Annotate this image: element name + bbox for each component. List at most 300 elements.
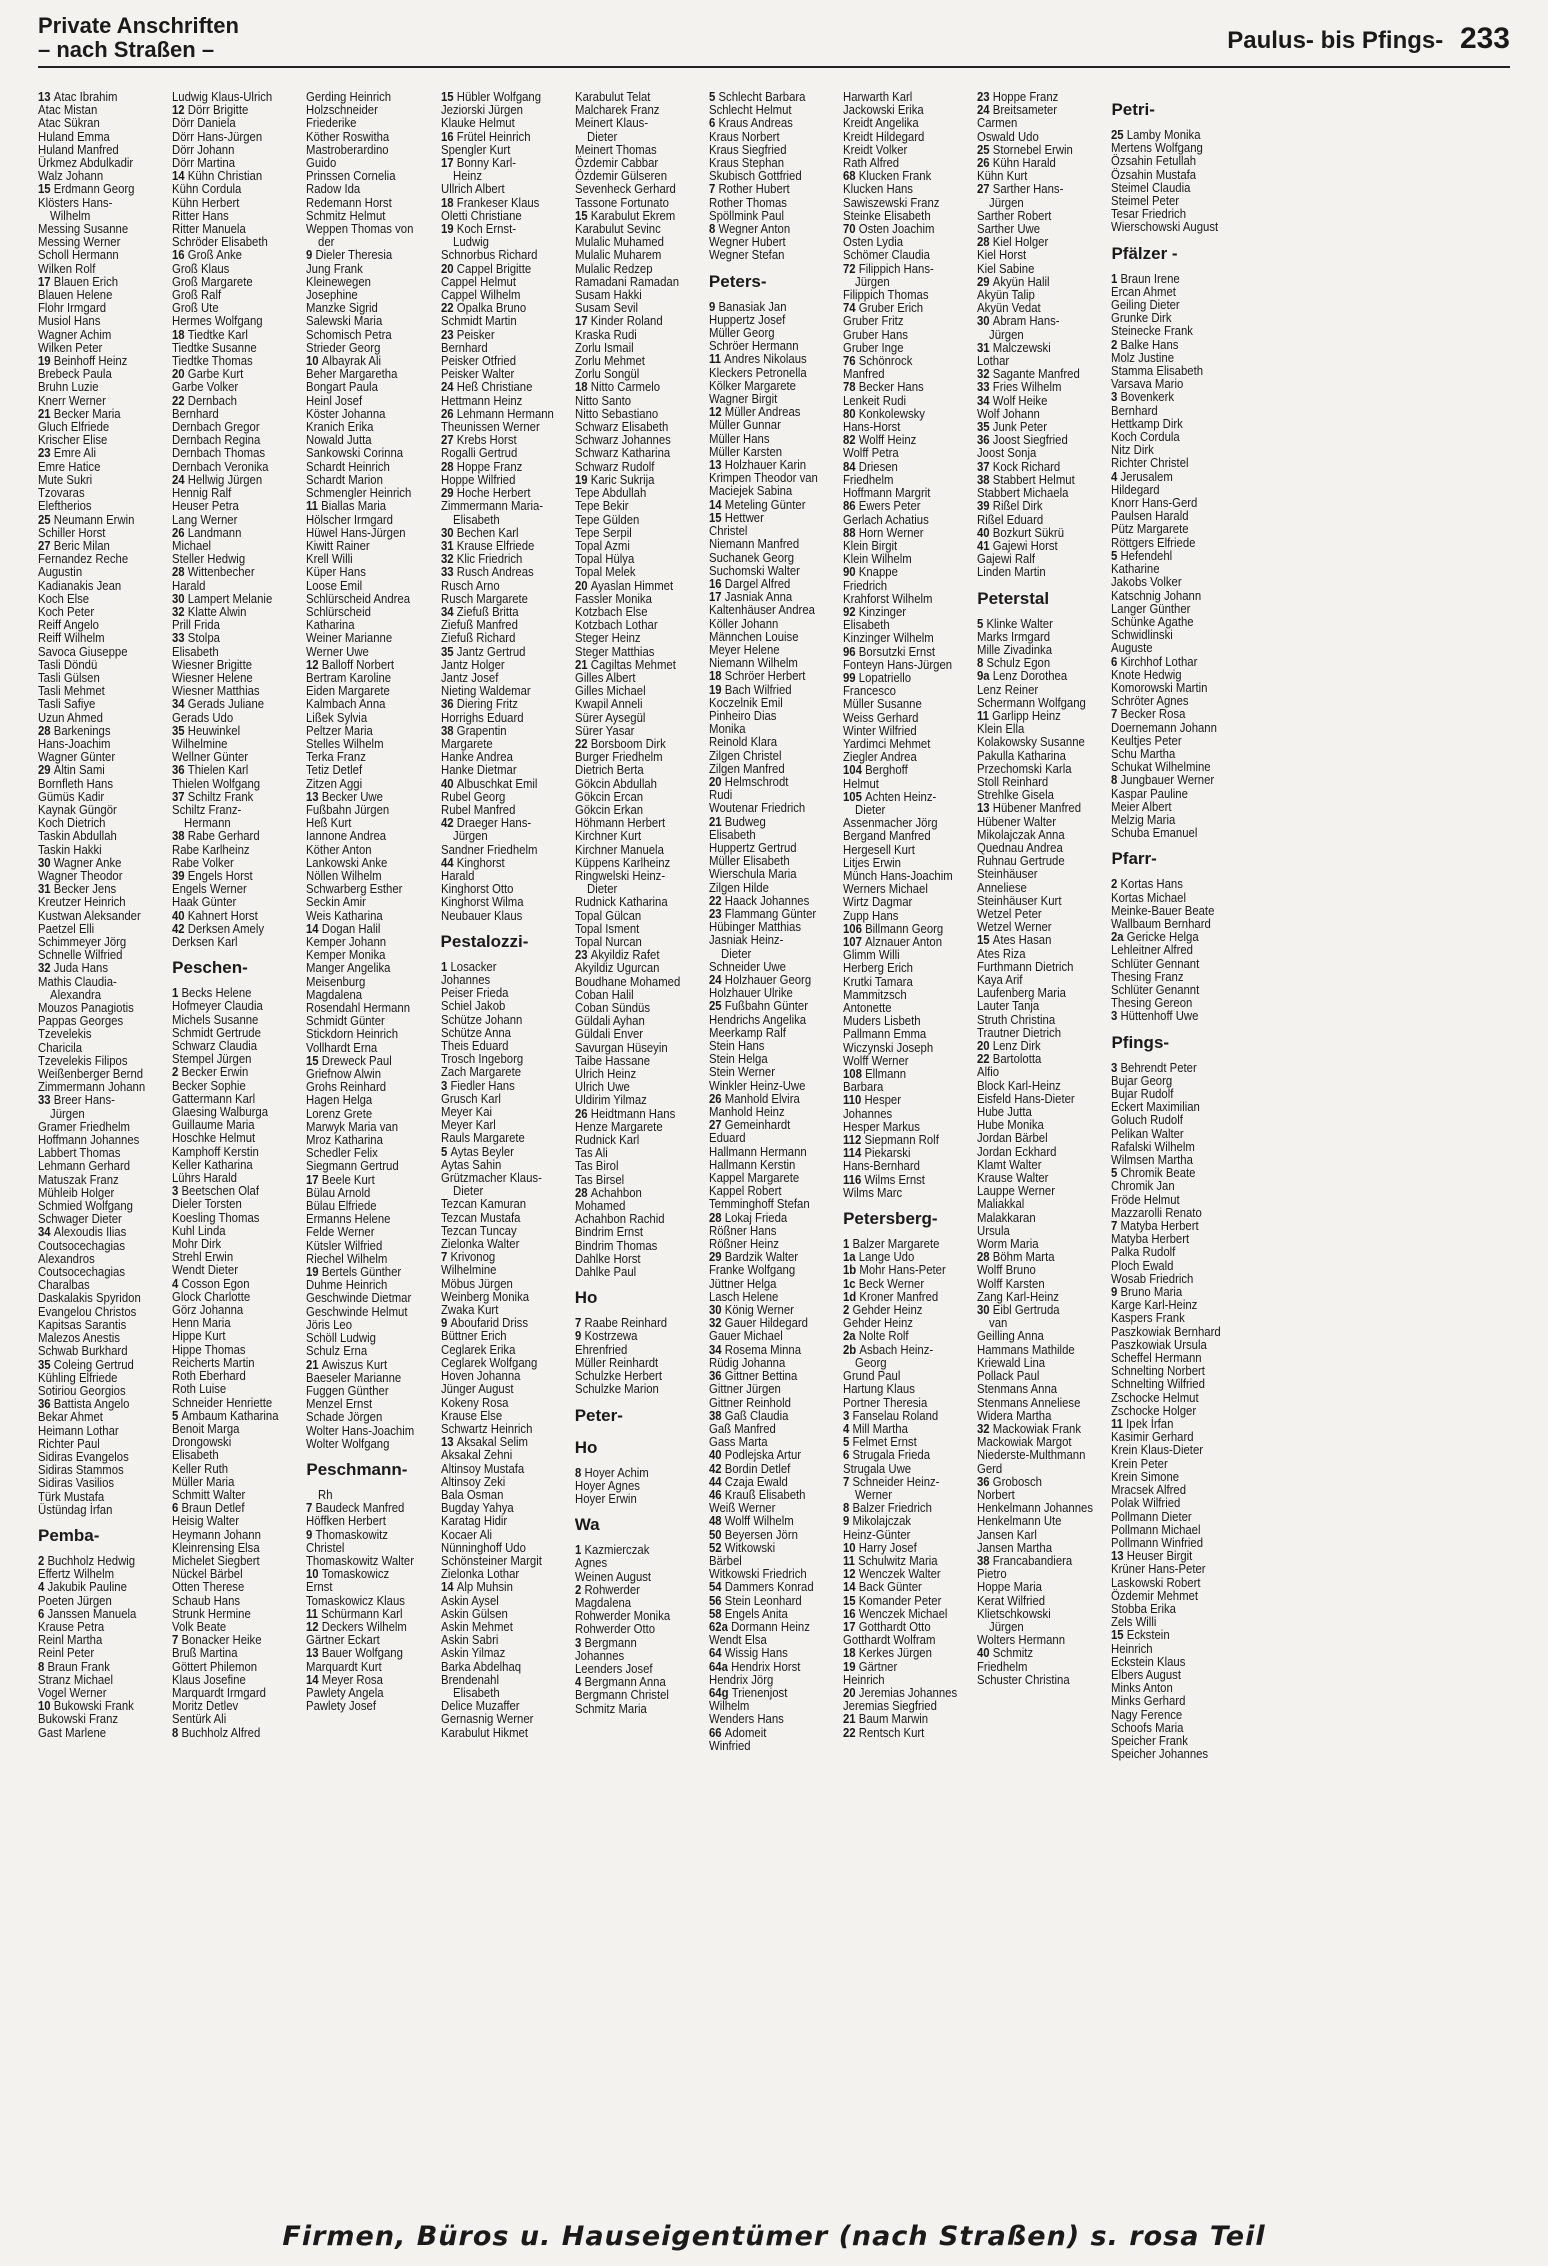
directory-entry: Kalmbach Anna [306, 696, 386, 712]
resident-name: Mohr Hans-Peter [859, 1262, 946, 1278]
directory-entry: Schönsteiner Margit [440, 1552, 542, 1568]
resident-name: Gerads Juliane [187, 696, 265, 712]
house-number: 107 [843, 934, 866, 949]
directory-entry: Nitto Santo [574, 392, 631, 408]
directory-entry: Bala Osman [440, 1486, 503, 1502]
house-number: 33 [440, 564, 457, 580]
house-number: 52 [708, 1539, 725, 1555]
house-number: 20 [172, 366, 188, 382]
directory-entry: Savoca Giuseppe [38, 643, 128, 659]
directory-entry: Hübener Walter [977, 813, 1057, 829]
directory-entry: Schwarberg Esther [306, 881, 403, 897]
directory-entry: Wegner Stefan [708, 247, 785, 263]
directory-entry: Kocaer Ali [440, 1526, 492, 1542]
directory-entry: Otten Therese [172, 1579, 245, 1595]
house-number: 34 [440, 603, 457, 619]
street-heading: Wa [574, 1515, 600, 1535]
house-number: 28 [977, 1249, 994, 1265]
directory-entry: Magdalena [306, 986, 363, 1002]
directory-entry: Sarther Robert [977, 207, 1052, 223]
resident-name: Schiltz Frank [187, 788, 254, 804]
directory-entry: Barbara [843, 1079, 884, 1095]
house-number: 104 [843, 762, 866, 778]
house-number: 11 [708, 351, 725, 367]
directory-entry: Schnelting Norbert [1111, 1363, 1206, 1379]
directory-entry: Kasimir Gerhard [1111, 1429, 1195, 1445]
house-number: 18 [574, 379, 591, 395]
house-number: 21 [708, 813, 725, 829]
resident-name: Bonny Karl- [456, 155, 516, 171]
directory-entry: Geschwinde Helmut [306, 1303, 408, 1319]
directory-entry: Gehder Heinz [843, 1315, 914, 1331]
directory-entry: Fonteyn Hans-Jürgen [843, 656, 953, 672]
directory-entry: Schulzke Marion [574, 1381, 659, 1397]
directory-entry: Wetzel Peter [977, 905, 1042, 921]
resident-name: Bozkurt Sükrü [993, 524, 1065, 540]
directory-entry: Köller Johann [708, 615, 779, 631]
resident-name: Mackowiak Frank [993, 1420, 1082, 1436]
directory-entry: Bärbel [708, 1552, 742, 1568]
directory-entry: Schröder Elisabeth [172, 234, 269, 250]
house-number: 17 [708, 589, 725, 605]
directory-entry: Koch Cordula [1111, 429, 1181, 445]
directory-entry: Wetzel Werner [977, 919, 1052, 935]
directory-entry: Zschocke Helmut [1111, 1389, 1200, 1405]
directory-entry: Dahlke Paul [574, 1264, 636, 1280]
directory-entry: Kühn Kurt [977, 168, 1028, 184]
resident-name: Neumann Erwin [53, 511, 135, 527]
resident-name: Groß Anke [187, 247, 243, 263]
directory-entry: Tepe Abdullah [574, 485, 646, 501]
directory-column [172, 90, 302, 2210]
directory-entry: Steger Heinz [574, 630, 641, 646]
resident-name: Dieler Theresia [315, 247, 393, 263]
directory-entry: Dörr Hans-Jürgen [172, 128, 263, 144]
directory-entry: Sandner Friedhelm [440, 841, 537, 857]
directory-entry: Derksen Karl [172, 934, 238, 949]
directory-entry: Mammitzsch [843, 986, 907, 1002]
directory-entry: Heinz [452, 168, 482, 184]
directory-entry: Komorowski Martin [1111, 679, 1208, 695]
house-number: 13 [977, 800, 994, 816]
resident-name: Berghoff [865, 762, 908, 778]
directory-entry: Nitto Sebastiano [574, 405, 658, 421]
resident-name: Baudeck Manfred [315, 1500, 405, 1516]
resident-name: Bergmann [584, 1634, 637, 1650]
directory-entry: Przechomski Karla [977, 760, 1072, 776]
directory-entry: Schnelle Wilfried [38, 947, 123, 963]
directory-entry: Schomisch Petra [306, 326, 393, 342]
directory-entry: Delice Muzaffer [440, 1698, 520, 1714]
directory-entry: Wilhelmine [440, 1262, 497, 1278]
directory-entry: Rudnick Karl [574, 1132, 640, 1148]
resident-name: Harry Josef [858, 1539, 917, 1555]
directory-entry: Niemann Wilhelm [708, 655, 798, 671]
house-number: 6 [1111, 653, 1121, 669]
house-number: 27 [38, 537, 54, 553]
directory-entry: Strehl Erwin [172, 1249, 234, 1265]
house-number: 38 [977, 1552, 994, 1568]
directory-entry: Quednau Andrea [977, 839, 1064, 855]
directory-entry: Pawlety Angela [306, 1684, 384, 1700]
house-number: 7 [574, 1315, 585, 1331]
house-number: 30 [708, 1302, 725, 1318]
resident-name: Barkenings [53, 722, 111, 738]
directory-entry: Rudnick Katharina [574, 894, 668, 910]
directory-entry: Reicherts Martin [172, 1354, 255, 1370]
resident-name: Gajewi Horst [993, 537, 1058, 553]
directory-entry: Tas Ali [574, 1145, 608, 1161]
directory-entry: Bindrim Ernst [574, 1224, 643, 1240]
house-number: 32 [977, 366, 994, 382]
directory-entry: Krell Willi [306, 551, 353, 567]
directory-entry: Heimann Lothar [38, 1422, 119, 1438]
resident-name: Grobosch [993, 1473, 1043, 1489]
directory-entry: Gruber Fritz [843, 313, 904, 329]
directory-entry: Eleftherios [38, 498, 92, 514]
resident-name: Gauer Hildegard [724, 1315, 808, 1331]
directory-entry: Eduard [708, 1130, 746, 1146]
house-number: 36 [172, 762, 188, 778]
resident-name: Knappe [858, 564, 898, 580]
directory-entry: Mohr Dirk [172, 1236, 222, 1252]
house-number: 19 [574, 471, 591, 487]
house-number: 11 [306, 498, 322, 514]
house-number: 76 [843, 353, 859, 369]
resident-name: Ellmann [865, 1066, 907, 1082]
directory-entry: Müller Gunnar [708, 417, 781, 433]
directory-entry: Tzevelekis Filipos [38, 1052, 128, 1068]
directory-entry: Krause Walter [977, 1170, 1049, 1186]
street-heading: Peterstal [977, 588, 1050, 608]
resident-name: Bovenkerk [1120, 389, 1175, 405]
house-number: 37 [977, 458, 994, 474]
resident-name: Böhm Marta [993, 1249, 1055, 1265]
house-number: 19 [38, 353, 54, 369]
resident-name: Dargel Alfred [724, 575, 791, 591]
directory-entry: Lothar [977, 353, 1010, 369]
house-number: 5 [1111, 1165, 1121, 1181]
directory-entry: Niemann Manfred [708, 536, 800, 552]
directory-entry: Coban Halil [574, 986, 634, 1002]
resident-name: Kinghorst [456, 854, 505, 870]
directory-entry: Werners Michael [843, 881, 928, 897]
directory-entry: Stranz Michael [38, 1671, 114, 1687]
resident-name: Balzer Margarete [852, 1236, 940, 1252]
directory-entry: Salewski Maria [306, 313, 383, 329]
directory-entry: Eckstein Klaus [1111, 1653, 1186, 1669]
directory-entry: Hippe Kurt [172, 1328, 226, 1344]
resident-name: Aytas Beyler [449, 1143, 514, 1159]
resident-name: Krause Elfriede [456, 537, 534, 553]
house-number: 33 [38, 1092, 54, 1108]
directory-entry [843, 1726, 955, 1739]
directory-entry: Jasniak Heinz- [708, 932, 784, 948]
resident-name: Balke Hans [1120, 336, 1179, 352]
resident-name: Czaja Ewald [724, 1473, 788, 1489]
directory-entry: Spengler Kurt [440, 141, 510, 157]
directory-entry: Krimpen Theodor van [708, 470, 818, 486]
resident-name: Wolff Wilhelm [724, 1513, 794, 1529]
directory-entry: Thomaskowitz Walter [306, 1552, 415, 1568]
resident-name: Dogan Halil [322, 920, 381, 936]
house-number: 4 [172, 1275, 182, 1291]
resident-name: Wenczek Walter [858, 1566, 941, 1582]
directory-entry: Krüner Hans-Peter [1111, 1561, 1207, 1577]
directory-entry: Effertz Wilhelm [38, 1566, 115, 1582]
directory-entry: Susam Sevil [574, 300, 638, 316]
directory-entry: Malcharek Franz [574, 102, 660, 118]
house-number: 84 [843, 458, 859, 474]
directory-entry: Grützmacher Klaus- [440, 1170, 542, 1186]
directory-entry: Gerd [977, 1460, 1003, 1476]
resident-name: Becker Maria [53, 405, 121, 421]
house-number: 40 [977, 524, 994, 540]
house-number: 3 [1111, 1008, 1121, 1024]
directory-entry: Reiff Angelo [38, 617, 99, 633]
house-number: 5 [172, 1407, 182, 1423]
resident-name: Jerusalem [1120, 468, 1174, 484]
directory-entry: Kranich Erika [306, 419, 374, 435]
directory-entry: Mille Zivadinka [977, 641, 1053, 657]
directory-entry: Harald [440, 867, 474, 883]
directory-entry: Winfried [708, 1737, 751, 1753]
directory-entry: Pelikan Walter [1111, 1125, 1185, 1141]
directory-entry: Bongart Paula [306, 379, 379, 395]
resident-name: Braun Frank [47, 1658, 110, 1674]
resident-name: Krebs Horst [456, 432, 517, 448]
directory-entry: Drongowski [172, 1434, 232, 1450]
resident-name: Koch Ernst- [456, 221, 516, 237]
house-number: 9 [708, 298, 719, 314]
house-number: 44 [708, 1473, 725, 1489]
header-title: Private Anschriften [38, 13, 239, 38]
house-number: 110 [843, 1092, 865, 1108]
directory-entry: Hans-Joachim [38, 735, 111, 751]
resident-name: Eibl Gertruda [993, 1302, 1060, 1318]
house-number: 42 [440, 815, 457, 831]
house-number: 35 [440, 643, 457, 659]
directory-entry: Kreidt Volker [843, 141, 908, 157]
house-number: 31 [977, 339, 994, 355]
directory-columns [38, 90, 1510, 2210]
resident-name: Engels Horst [187, 867, 253, 883]
directory-entry: Spöllmink Paul [708, 207, 784, 223]
house-number: 5 [440, 1143, 450, 1159]
house-number: 19 [843, 1658, 859, 1674]
directory-entry: Paetzel Elli [38, 920, 95, 936]
directory-entry: Dörr Johann [172, 141, 235, 157]
directory-entry: Marquardt Irmgard [172, 1684, 267, 1700]
directory-entry: Henze Margarete [574, 1118, 663, 1134]
house-number: 34 [977, 392, 994, 408]
directory-entry: Wiczynski Joseph [843, 1039, 934, 1055]
header-rule [38, 66, 1510, 68]
directory-entry: Jansen Karl [977, 1526, 1038, 1542]
directory-entry: Redemann Horst [306, 194, 393, 210]
directory-entry: Agnes [574, 1555, 607, 1571]
directory-entry: Bernhard [440, 339, 488, 355]
house-number: 13 [440, 1434, 457, 1450]
directory-entry: Schlecht Helmut [708, 102, 792, 118]
directory-entry: Askin Mehmet [440, 1618, 513, 1634]
resident-name: Akyün Halil [993, 273, 1050, 289]
resident-name: Losacker [449, 958, 497, 974]
directory-entry: Stein Werner [708, 1064, 775, 1080]
house-number: 2 [1111, 876, 1121, 892]
directory-entry: Rößner Hans [708, 1222, 777, 1238]
directory-entry: Temminghoff Stefan [708, 1196, 810, 1212]
house-number: 38 [977, 471, 994, 487]
directory-entry: Nagy Ference [1111, 1706, 1183, 1722]
directory-entry: Kühn Cordula [172, 181, 242, 197]
resident-name: Kahnert Horst [187, 907, 258, 923]
house-number: 13 [1111, 1548, 1128, 1564]
directory-entry: Rudi [708, 787, 733, 803]
resident-name: Stein Leonhard [724, 1592, 802, 1608]
directory-entry: Jünger August [440, 1381, 514, 1397]
directory-entry: Ringwelski Heinz- [574, 867, 665, 883]
directory-entry: Tasli Safiye [38, 696, 96, 712]
resident-name: Biallas Maria [321, 498, 387, 514]
directory-entry: Aksakal Zehni [440, 1447, 512, 1463]
directory-entry: Theunissen Werner [440, 419, 540, 435]
directory-entry: Richter Paul [38, 1435, 100, 1451]
directory-entry: Lang Werner [172, 511, 238, 527]
directory-entry: Oswald Udo [977, 128, 1040, 144]
directory-entry: Nünninghoff Udo [440, 1539, 526, 1555]
directory-entry: Steimel Peter [1111, 193, 1180, 209]
resident-name: Becks Helene [181, 985, 252, 1001]
resident-name: Ayaslan Himmet [590, 577, 673, 593]
directory-entry: Zilgen Manfred [708, 760, 785, 776]
directory-entry: Müller Hans [708, 430, 770, 446]
directory-entry: Herberg Erich [843, 960, 914, 976]
directory-entry: Schröer Hermann [708, 338, 799, 354]
directory-entry: Scholl Hermann [38, 247, 119, 263]
house-number: 16 [440, 128, 457, 144]
directory-entry: Wirtz Dagmar [843, 894, 913, 910]
directory-entry: Messing Susanne [38, 221, 129, 237]
resident-name: Schulz Egon [986, 655, 1051, 671]
directory-entry: Rusch Margarete [440, 590, 528, 606]
directory-entry: Koesling Thomas [172, 1209, 260, 1225]
directory-entry: Pollmann Winfried [1111, 1534, 1204, 1550]
directory-entry: Assenmacher Jörg [843, 815, 938, 831]
house-number: 15 [843, 1592, 859, 1608]
house-number: 10 [306, 353, 323, 369]
house-number: 116 [843, 1171, 865, 1187]
house-number: 7 [843, 1473, 853, 1489]
house-number: 27 [708, 1117, 725, 1133]
resident-name: Jakubik Pauline [47, 1579, 127, 1595]
house-number: 17 [574, 313, 591, 329]
directory-entry: Jung Frank [306, 260, 364, 276]
resident-name: Hettwer [724, 509, 764, 525]
directory-column [575, 90, 705, 2210]
directory-entry: Worm Maria [977, 1236, 1039, 1252]
directory-entry: Krause Petra [38, 1618, 105, 1634]
directory-entry: Rößner Heinz [708, 1236, 779, 1252]
street-heading: Petersberg- [843, 1209, 938, 1229]
directory-entry: Friedhelm [843, 471, 894, 487]
resident-name: Heuser Birgit [1127, 1548, 1193, 1564]
directory-entry: Lorenz Grete [306, 1105, 373, 1121]
house-number: 1 [574, 1542, 585, 1558]
resident-name: Rusch Andreas [456, 564, 534, 580]
resident-name: Opalka Bruno [456, 300, 526, 316]
house-number: 37 [172, 788, 188, 804]
directory-entry: Zimmermann Johann [38, 1079, 146, 1095]
house-number: 35 [38, 1356, 54, 1372]
resident-name: Beyersen Jörn [724, 1526, 798, 1542]
directory-entry: Schröter Agnes [1111, 693, 1190, 709]
directory-entry: Lührs Harald [172, 1170, 238, 1186]
directory-entry: Hüwel Hans-Jürgen [306, 524, 406, 540]
resident-name: Hübler Wolfgang [456, 90, 541, 104]
directory-entry: Gruber Hans [843, 326, 909, 342]
house-number: 62a [708, 1618, 731, 1634]
directory-entry: Ceglarek Erika [440, 1341, 515, 1357]
directory-entry: Türk Mustafa [38, 1488, 105, 1504]
house-number: 1 [1111, 270, 1121, 286]
directory-entry: Leenders Josef [574, 1660, 653, 1676]
directory-entry: Topal Hülya [574, 551, 634, 567]
directory-entry: Paszkowiak Bernhard [1111, 1323, 1222, 1339]
directory-entry: Schmidt Martin [440, 313, 517, 329]
house-number: 24 [708, 972, 725, 987]
directory-entry: Mohamed [574, 1198, 626, 1214]
directory-entry: Winter Wilfried [843, 722, 917, 738]
house-number: 66 [708, 1724, 725, 1740]
directory-entry: Hoffmann Margrit [843, 485, 931, 501]
directory-entry: Schneider Uwe [708, 958, 786, 974]
directory-entry: Duhme Heinrich [306, 1277, 388, 1293]
directory-entry: Kölker Margarete [708, 377, 796, 393]
directory-entry: Aytas Sahin [440, 1156, 501, 1172]
directory-entry: Hoyer Agnes [574, 1477, 640, 1493]
house-number: 88 [843, 524, 859, 540]
directory-entry: Laskowski Robert [1111, 1574, 1201, 1590]
house-number: 12 [843, 1566, 859, 1582]
resident-name: Kostrzewa [584, 1328, 638, 1344]
resident-name: Rabe Gerhard [187, 828, 260, 844]
house-number: 34 [38, 1224, 54, 1240]
resident-name: Strugala Frieda [852, 1447, 931, 1463]
house-number: 32 [977, 1420, 994, 1436]
directory-entry: Widera Martha [977, 1407, 1052, 1423]
directory-entry: Tepe Bekir [574, 498, 629, 514]
house-number: 22 [708, 892, 725, 908]
resident-name: Klinke Walter [986, 615, 1054, 631]
house-number: 20 [574, 577, 591, 593]
directory-entry: Mouzos Panagiotis [38, 1000, 134, 1016]
directory-entry: Savurgan Hüseyin [574, 1039, 668, 1055]
directory-entry: Christel [708, 523, 748, 539]
directory-entry: Emre Hatice [38, 458, 101, 474]
directory-entry: Wolff Karsten [977, 1275, 1045, 1291]
directory-entry: Elbers August [1111, 1666, 1182, 1682]
resident-name: Adomeit [724, 1724, 767, 1740]
directory-entry: Karabulut Sevinc [574, 221, 661, 237]
house-number: 16 [708, 575, 725, 591]
house-number: 17 [440, 155, 457, 171]
directory-entry: Beher Margaretha [306, 366, 398, 382]
house-number: 30 [440, 524, 457, 540]
directory-entry: Kolakowsky Susanne [977, 734, 1086, 750]
directory-entry: Klucken Hans [843, 181, 914, 197]
directory-entry: Oletti Christiane [440, 207, 522, 223]
